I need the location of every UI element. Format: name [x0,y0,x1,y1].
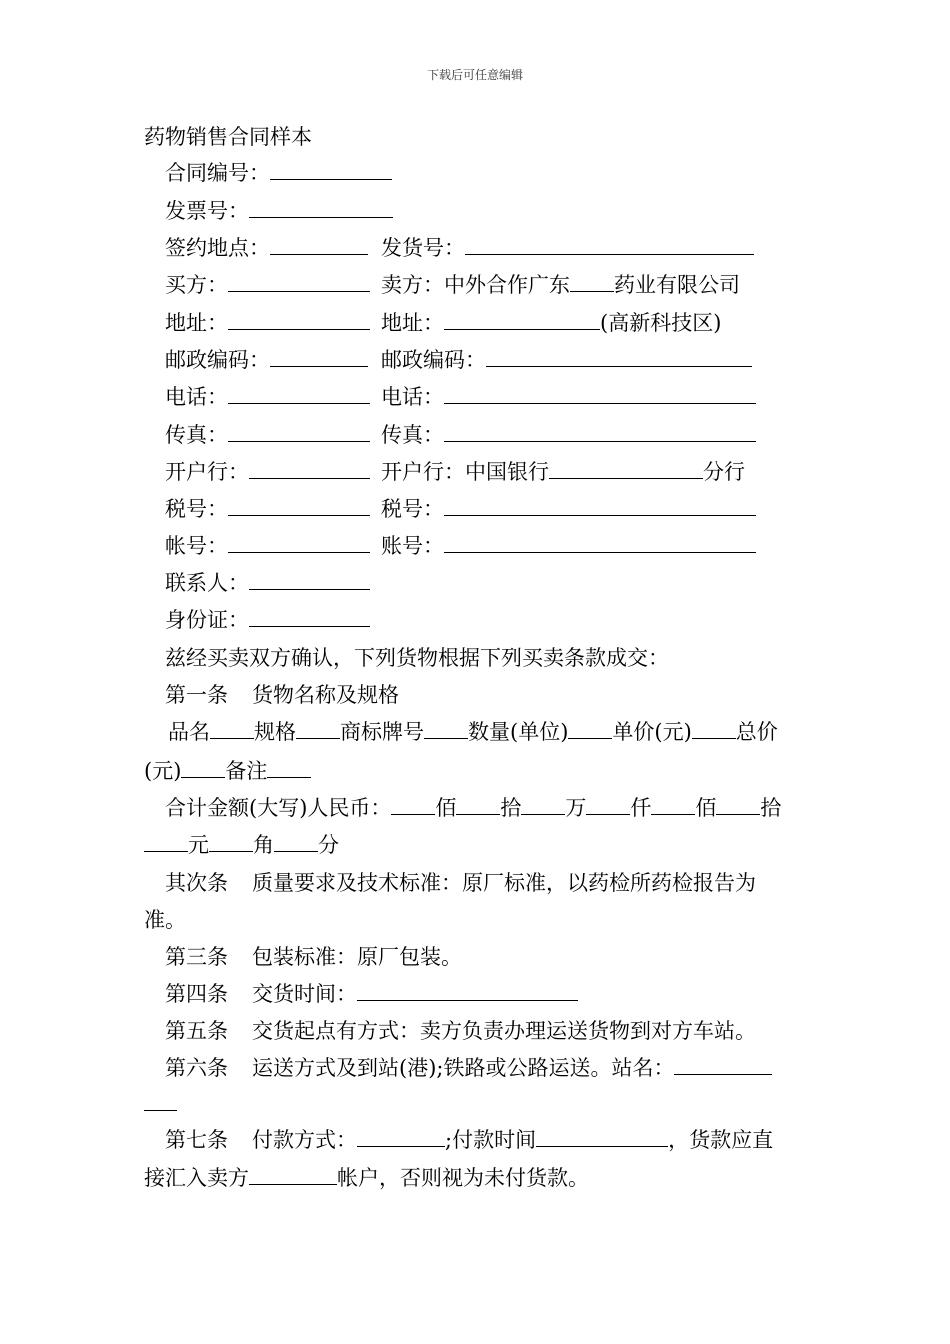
amount-fen: 分 [318,833,339,857]
amount-label: 合计金额(大写)人民币： [165,796,392,820]
buyer-row [165,272,370,298]
article-5-row [165,1018,756,1044]
article-1-items-row-2 [144,758,311,784]
article-6-row-2 [144,1091,177,1117]
seller-address-label: 地址： [381,311,444,335]
seller-phone-blank[interactable] [444,384,756,404]
amount-bai-blank[interactable] [391,795,435,815]
id-card-row [165,607,370,633]
amount-row [165,795,781,821]
amount-yuan: 元 [188,833,209,857]
item-name-blank[interactable] [210,719,254,739]
item-price-blank[interactable] [692,719,736,739]
seller-blank[interactable] [570,272,614,292]
shipment-no-blank[interactable] [465,235,754,255]
amount-row-2 [144,832,339,858]
article-2-text-cont: 准。 [144,908,186,932]
seller-phone-row [381,384,756,410]
invoice-no-blank[interactable] [249,198,393,218]
seller-bank-label: 开户行：中国银行 [381,460,549,484]
buyer-address-label: 地址： [165,311,228,335]
seller-fax-blank[interactable] [444,422,756,442]
article-1-name: 货物名称及规格 [252,683,399,707]
buyer-tax-label: 税号： [165,497,228,521]
buyer-address-row [165,310,370,336]
amount-wan-blank[interactable] [521,795,565,815]
seller-account-label: 账号： [381,534,444,558]
item-note-label: 备注 [225,759,268,783]
amount-wan: 万 [565,796,587,820]
sign-place-label: 签约地点： [165,236,270,260]
buyer-postcode-row [165,347,368,373]
amount-qian: 仟 [630,796,652,820]
amount-fen-blank[interactable] [274,832,318,852]
delivery-time-blank[interactable] [357,981,578,1001]
seller-postcode-label: 邮政编码： [381,348,486,372]
article-6-title: 第六条 [165,1056,228,1080]
sign-place-row [165,235,368,261]
seller-account-blank[interactable] [444,533,756,553]
buyer-fax-blank[interactable] [228,422,370,442]
item-qty-blank[interactable] [568,719,612,739]
station-name-blank[interactable] [674,1055,772,1075]
seller-row [381,272,740,298]
buyer-phone-row [165,384,370,410]
contact-blank[interactable] [249,570,370,590]
buyer-phone-label: 电话： [165,385,228,409]
buyer-account-label: 帐号： [165,534,228,558]
article-4-text: 交货时间： [252,982,357,1006]
article-6-text: 运送方式及到站(港);铁路或公路运送。站名： [252,1056,675,1080]
article-5-text: 交货起点有方式：卖方负责办理运送货物到对方车站。 [252,1019,756,1043]
amount-shi: 拾 [500,796,522,820]
seller-bank-suffix: 分行 [703,460,745,484]
payment-method-blank[interactable] [357,1127,445,1147]
buyer-postcode-blank[interactable] [270,347,368,367]
buyer-blank[interactable] [228,272,370,292]
contract-no-row [165,160,392,186]
article-3-text: 包装标准：原厂包装。 [252,945,462,969]
item-total-blank[interactable] [181,758,225,778]
invoice-no-row [165,198,393,224]
article-1-heading [165,682,399,708]
station-name-blank-cont[interactable] [144,1091,177,1111]
amount-qian-blank[interactable] [586,795,630,815]
item-price-label: 单价(元) [612,720,692,744]
invoice-no-label: 发票号： [165,199,249,223]
article-5-title: 第五条 [165,1019,228,1043]
contract-no-blank[interactable] [270,160,392,180]
id-card-blank[interactable] [249,607,370,627]
amount-yuan-blank[interactable] [144,832,188,852]
buyer-fax-label: 传真： [165,423,228,447]
article-7-text-c: ，货款应直 [668,1128,774,1152]
seller-fax-label: 传真： [381,423,444,447]
article-7-line2-a: 接汇入卖方 [144,1166,249,1190]
amount-shi2: 拾 [760,796,782,820]
buyer-address-blank[interactable] [228,310,370,330]
article-3-row [165,944,462,970]
seller-fax-row [381,422,756,448]
amount-shi2-blank[interactable] [716,795,760,815]
buyer-tax-blank[interactable] [228,496,370,516]
buyer-bank-label: 开户行： [165,460,249,484]
id-card-label: 身份证： [165,608,249,632]
seller-account-blank-2[interactable] [249,1165,337,1185]
amount-shi-blank[interactable] [456,795,500,815]
item-total-unit: (元) [144,759,182,783]
item-spec-label: 规格 [254,720,296,744]
item-spec-blank[interactable] [296,719,340,739]
seller-postcode-row [381,347,752,373]
item-brand-blank[interactable] [424,719,468,739]
article-7-text-a: 付款方式： [252,1128,357,1152]
sign-place-blank[interactable] [270,235,368,255]
amount-bai2-blank[interactable] [651,795,695,815]
buyer-label: 买方： [165,273,228,297]
intro-text: 兹经买卖双方确认，下列货物根据下列买卖条款成交： [165,646,669,670]
item-qty-label: 数量(单位) [468,720,569,744]
buyer-fax-row [165,422,370,448]
item-brand-label: 商标牌号 [340,720,424,744]
seller-label: 卖方：中外合作广东 [381,273,570,297]
seller-address-suffix: (高新科技区) [600,311,722,335]
article-4-row [165,981,578,1007]
shipment-no-row [381,235,754,261]
seller-bank-row [381,459,745,485]
item-note-blank[interactable] [267,758,311,778]
document-title: 药物销售合同样本 [144,125,312,149]
contract-no-label: 合同编号： [165,161,270,185]
seller-address-row [381,310,721,336]
buyer-account-row [165,533,370,559]
article-7-line2-b: 帐户，否则视为未付货款。 [337,1166,589,1190]
page-header: 下载后可任意编辑 [426,68,523,82]
shipment-no-label: 发货号： [381,236,465,260]
buyer-postcode-label: 邮政编码： [165,348,270,372]
seller-tax-label: 税号： [381,497,444,521]
seller-address-blank[interactable] [444,310,600,330]
article-7-row [165,1127,773,1153]
seller-suffix: 药业有限公司 [614,273,740,297]
article-2-row [165,870,756,896]
seller-postcode-blank[interactable] [486,347,752,367]
article-1-title: 第一条 [165,683,228,707]
amount-jiao: 角 [253,833,274,857]
buyer-bank-row [165,459,370,485]
article-7-title: 第七条 [165,1128,228,1152]
seller-bank-blank[interactable] [549,459,703,479]
contact-row [165,570,370,596]
amount-bai: 佰 [435,796,457,820]
seller-phone-label: 电话： [381,385,444,409]
article-4-title: 第四条 [165,982,228,1006]
article-7-row-2 [144,1165,589,1191]
buyer-tax-row [165,496,370,522]
seller-tax-row [381,496,756,522]
contact-label: 联系人： [165,571,249,595]
article-7-text-b: ;付款时间 [445,1128,537,1152]
seller-tax-blank[interactable] [444,496,756,516]
article-1-items-row [144,719,778,745]
buyer-account-blank[interactable] [228,533,370,553]
article-2-text: 质量要求及技术标准：原厂标准，以药检所药检报告为 [252,871,756,895]
amount-bai2: 佰 [695,796,717,820]
payment-time-blank[interactable] [536,1127,668,1147]
buyer-phone-blank[interactable] [228,384,370,404]
item-name-label: 品名 [168,720,210,744]
buyer-bank-blank[interactable] [249,459,370,479]
article-3-title: 第三条 [165,945,228,969]
seller-account-row [381,533,756,559]
item-total-label: 总价 [735,720,778,744]
amount-jiao-blank[interactable] [209,832,253,852]
article-6-row [165,1055,772,1081]
article-2-title: 其次条 [165,871,228,895]
